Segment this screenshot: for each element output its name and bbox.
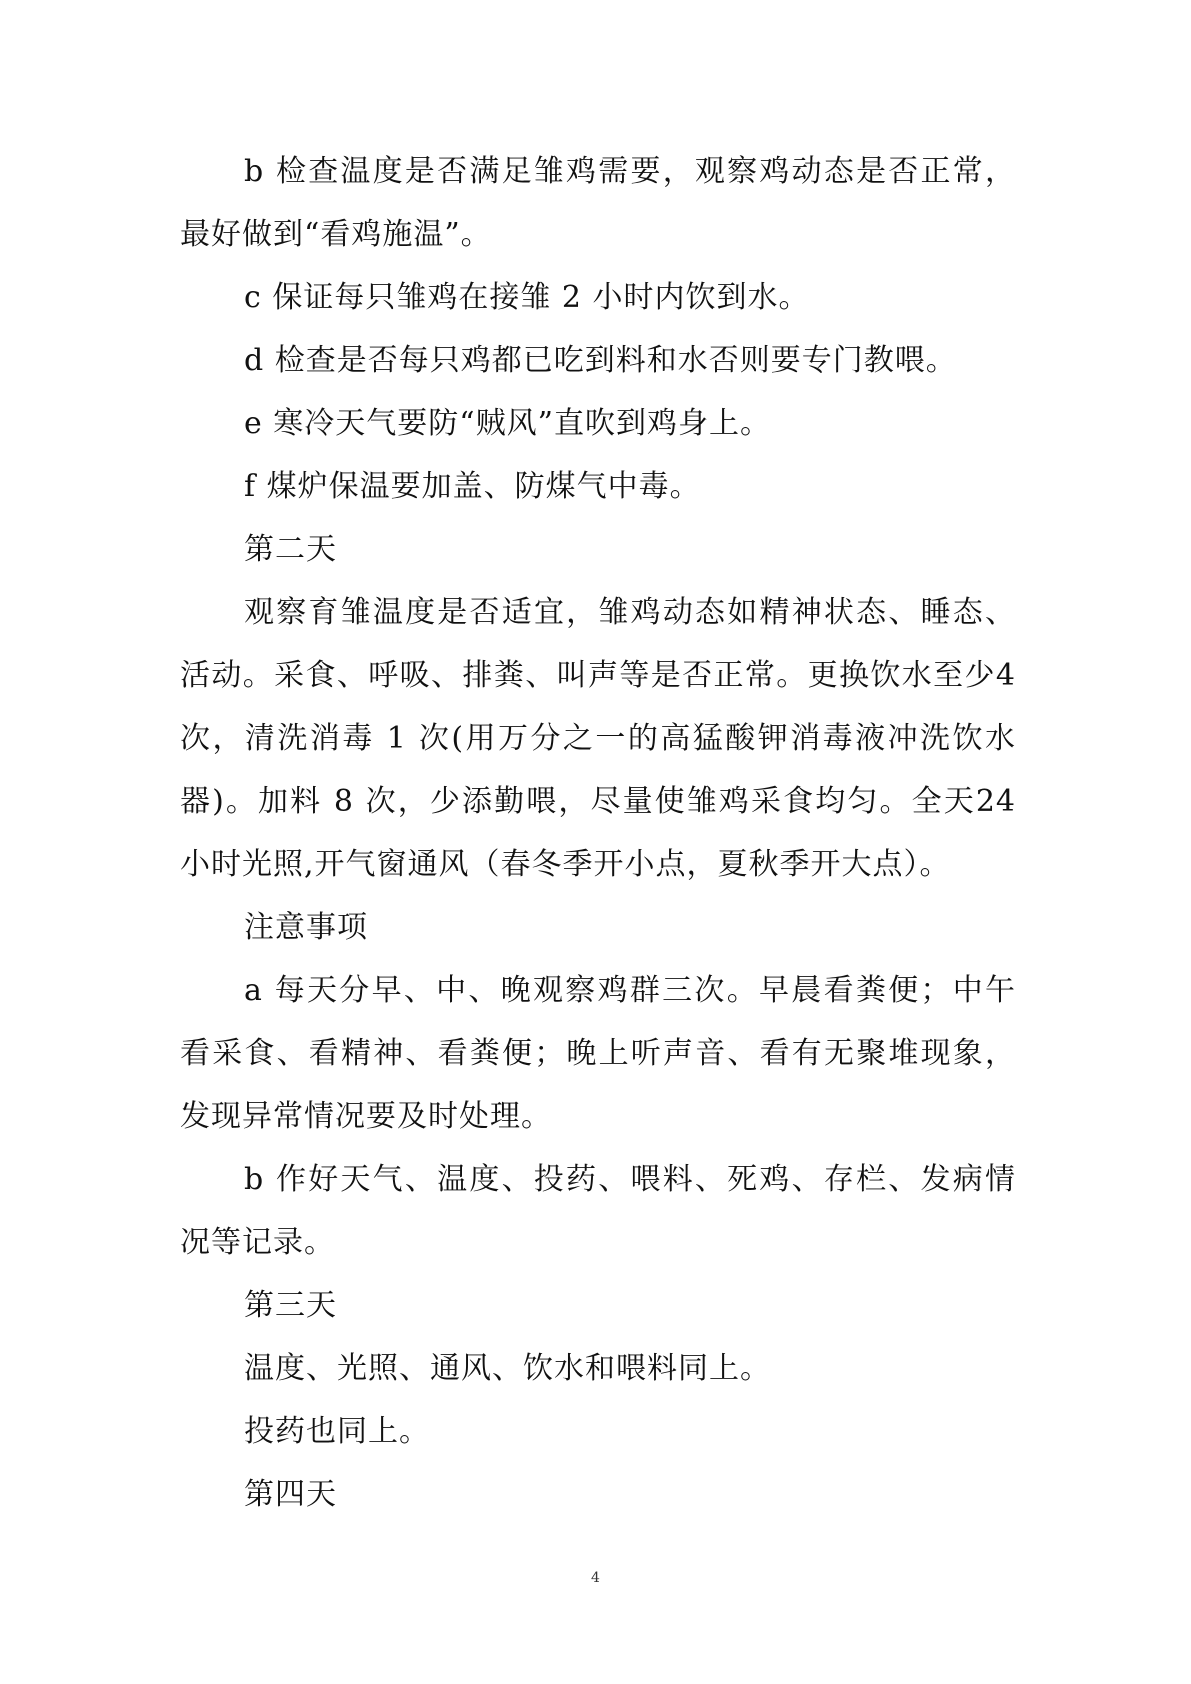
paragraph-daily-observation: a 每天分早、中、晚观察鸡群三次。早晨看粪便；中午看采食、看精神、看粪便；晚上听声音、看有无聚堆现象，发现异常情况要及时处理。 — [180, 973, 1016, 1134]
paragraph-drinking-water: c 保证每只雏鸡在接雏 2 小时内饮到水。 — [244, 280, 810, 315]
heading-day-two: 第二天 — [244, 532, 337, 567]
paragraph-day-two-observation: 观察育雏温度是否适宜，雏鸡动态如精神状态、睡态、活动。采食、呼吸、排粪、叫声等是否正常。更换饮水至少4 次，清洗消毒 1 次(用万分之一的高猛酸钾消毒液冲洗饮水器)。加料 8 次，少添勤喂，尽量使雏鸡采食均匀。全天24 小时光照,开气窗通风（春冬季开小点，夏秋季开大点）。 — [180, 595, 1027, 882]
paragraph-check-temperature: b 检查温度是否满足雏鸡需要，观察鸡动态是否正常，最好做到“看鸡施温”。 — [180, 154, 1016, 252]
heading-notes: 注意事项 — [244, 910, 368, 945]
heading-day-three: 第三天 — [244, 1288, 337, 1323]
page-number: 4 — [591, 1570, 600, 1586]
paragraph-records: b 作好天气、温度、投药、喂料、死鸡、存栏、发病情况等记录。 — [180, 1162, 1016, 1260]
document-body — [180, 140, 1027, 1526]
paragraph-feeding-check: d 检查是否每只鸡都已吃到料和水否则要专门教喂。 — [244, 343, 957, 378]
paragraph-day-three-medication: 投药也同上。 — [244, 1414, 430, 1449]
heading-day-four: 第四天 — [244, 1477, 337, 1512]
paragraph-draft-prevention: e 寒冷天气要防“贼风”直吹到鸡身上。 — [244, 406, 771, 441]
paragraph-day-three-routine: 温度、光照、通风、饮水和喂料同上。 — [244, 1351, 771, 1386]
paragraph-coal-stove: f 煤炉保温要加盖、防煤气中毒。 — [244, 469, 701, 504]
